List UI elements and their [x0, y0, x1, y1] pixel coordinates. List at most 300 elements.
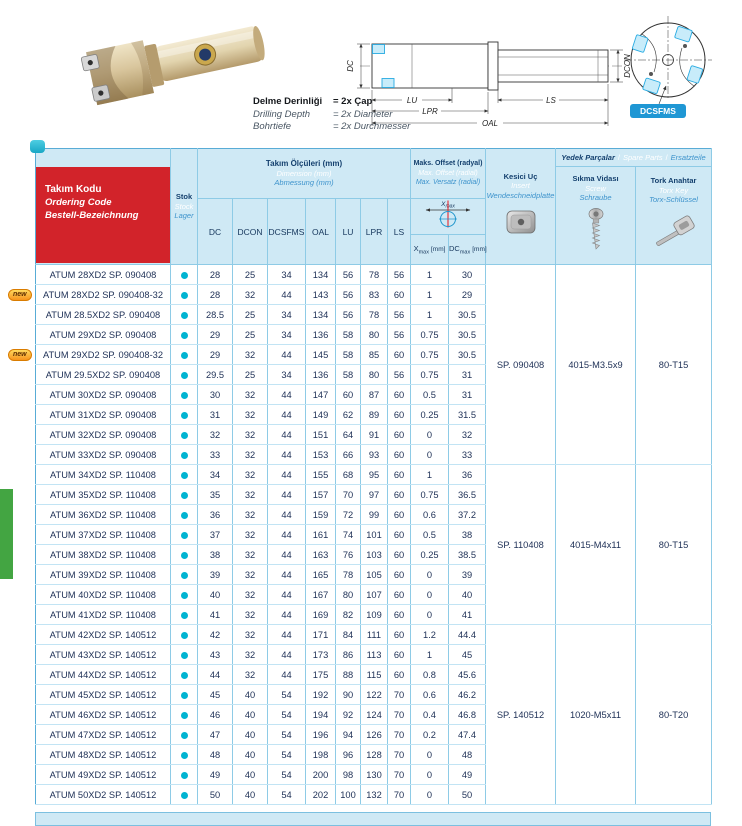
stock-cell — [171, 485, 198, 505]
ordering-code-cell — [36, 765, 171, 785]
dimension-cell: 44 — [268, 405, 306, 425]
ordering-code-cell — [36, 525, 171, 545]
xmax-cell: 0.8 — [411, 665, 449, 685]
dimension-cell: 44 — [268, 605, 306, 625]
dimension-cell: 44 — [268, 645, 306, 665]
dimension-cell: 68 — [336, 465, 361, 485]
stock-cell — [171, 705, 198, 725]
xmax-cell: 1.2 — [411, 625, 449, 645]
dimension-cell: 32 — [233, 485, 268, 505]
dimension-cell: 33 — [198, 445, 233, 465]
ordering-code-cell — [36, 305, 171, 325]
dimension-cell: 74 — [336, 525, 361, 545]
dimension-cell: 28.5 — [198, 305, 233, 325]
ordering-code: ATUM 33XD2 SP. 090408 — [49, 449, 157, 460]
insert-group-cell: SP. 090408 — [486, 265, 556, 465]
ordering-code-cell — [36, 425, 171, 445]
dimension-cell: 83 — [361, 285, 388, 305]
spare-parts-band — [556, 149, 712, 167]
screw-header-de: Schraube — [579, 193, 612, 203]
next-section-edge — [35, 812, 711, 826]
dimension-cell: 80 — [361, 325, 388, 345]
stock-cell — [171, 345, 198, 365]
screw-column-header — [556, 167, 636, 265]
xmax-cell: 1 — [411, 265, 449, 285]
dcmax-cell: 29 — [449, 285, 486, 305]
ordering-code: ATUM 34XD2 SP. 110408 — [50, 469, 156, 480]
dimension-cell: 32 — [233, 545, 268, 565]
stock-cell — [171, 585, 198, 605]
dimension-cell: 56 — [336, 285, 361, 305]
dimension-cell: 34 — [198, 465, 233, 485]
dimension-cell: 32 — [198, 425, 233, 445]
dimension-cell: 44 — [268, 465, 306, 485]
drill-photo-image — [80, 16, 269, 107]
ordering-code-cell — [36, 685, 171, 705]
dcmax-cell: 30.5 — [449, 305, 486, 325]
dimension-cell: 161 — [306, 525, 336, 545]
dimension-cell: 47 — [198, 725, 233, 745]
stock-cell — [171, 605, 198, 625]
dimension-cell: 70 — [388, 725, 411, 745]
ordering-code: ATUM 49XD2 SP. 140512 — [49, 769, 157, 780]
xmax-cell: 0.75 — [411, 365, 449, 385]
ordering-code: ATUM 28XD2 SP. 090408-32 — [42, 289, 164, 300]
dimension-cell: 109 — [361, 605, 388, 625]
torx-key-image — [650, 210, 698, 250]
ordering-code-cell — [36, 745, 171, 765]
screw-image — [588, 208, 604, 252]
dimension-cell: 43 — [198, 645, 233, 665]
screw-header-tr: Sıkma Vidası — [572, 174, 619, 184]
ordering-code: ATUM 50XD2 SP. 140512 — [49, 789, 157, 800]
dimension-cell: 58 — [336, 325, 361, 345]
xmax-cell: 0 — [411, 745, 449, 765]
ordering-code-cell — [36, 645, 171, 665]
depth-note-line — [253, 121, 410, 134]
ordering-code: ATUM 41XD2 SP. 110408 — [50, 609, 156, 620]
dimension-cell: 115 — [361, 665, 388, 685]
dimension-cell: 54 — [268, 685, 306, 705]
stock-dot — [181, 712, 188, 719]
dimension-cell: 32 — [233, 665, 268, 685]
screw-group-cell: 4015-M3.5x9 — [556, 265, 636, 465]
dcmax-cell: 46.2 — [449, 685, 486, 705]
dimension-cell: 60 — [388, 665, 411, 685]
dimension-cell: 175 — [306, 665, 336, 685]
dimension-cell: 78 — [336, 565, 361, 585]
stock-dot — [181, 392, 188, 399]
dimension-cell: 111 — [361, 625, 388, 645]
dimension-cell: 60 — [388, 465, 411, 485]
xmax-cell: 1 — [411, 465, 449, 485]
stock-cell — [171, 285, 198, 305]
dimension-cell: 44 — [268, 505, 306, 525]
dcmax-cell: 44.4 — [449, 625, 486, 645]
table-row — [36, 465, 712, 485]
dimension-cell: 44 — [268, 285, 306, 305]
dcmax-cell: 38.5 — [449, 545, 486, 565]
xmax-subscript: max — [418, 249, 429, 256]
offset-header-tr: Maks. Offset (radyal) — [413, 160, 483, 168]
max-offset-header — [411, 149, 486, 199]
ordering-code-cell — [36, 465, 171, 485]
dimension-cell: 32 — [233, 405, 268, 425]
dimension-cell: 143 — [306, 285, 336, 305]
spare-parts-band-tr: Yedek Parçalar — [561, 153, 615, 162]
dimension-cell: 56 — [388, 365, 411, 385]
dcmax-cell: 47.4 — [449, 725, 486, 745]
depth-note-value: = 2x Diameter — [333, 108, 393, 120]
torx-group-cell: 80-T20 — [636, 625, 712, 805]
ordering-code-cell — [36, 485, 171, 505]
stock-cell — [171, 625, 198, 645]
xmax-cell: 0.5 — [411, 525, 449, 545]
ordering-code-cell — [36, 725, 171, 745]
dimension-cell: 155 — [306, 465, 336, 485]
dimension-cell: 95 — [361, 465, 388, 485]
stock-dot — [181, 752, 188, 759]
dcmax-cell: 30.5 — [449, 345, 486, 365]
screw-header-en: Screw — [585, 183, 606, 193]
table-row — [36, 625, 712, 645]
dimension-cell: 200 — [306, 765, 336, 785]
dimension-cell: 82 — [336, 605, 361, 625]
dcmax-cell: 37.2 — [449, 505, 486, 525]
dimension-cell: 101 — [361, 525, 388, 545]
ordering-code-cell — [36, 325, 171, 345]
dimension-cell: 32 — [233, 505, 268, 525]
dimension-cell: 32 — [233, 585, 268, 605]
section-bullet-icon — [30, 140, 45, 153]
insert-header-tr: Kesici Uç — [503, 171, 538, 181]
stock-cell — [171, 385, 198, 405]
stock-cell — [171, 565, 198, 585]
stock-dot — [181, 672, 188, 679]
dimension-cell: 169 — [306, 605, 336, 625]
torx-header-de: Torx-Schlüssel — [649, 195, 698, 205]
svg-text:LU: LU — [406, 96, 418, 105]
stock-dot — [181, 692, 188, 699]
dcmax-cell: 30 — [449, 265, 486, 285]
dimension-cell: 147 — [306, 385, 336, 405]
dimension-cell: 44 — [268, 545, 306, 565]
insert-image — [505, 208, 537, 236]
ls-column-header: LS — [388, 199, 411, 265]
insert-group-cell: SP. 140512 — [486, 625, 556, 805]
insert-column-header — [486, 149, 556, 265]
dcmax-cell: 31.5 — [449, 405, 486, 425]
xmax-cell: 1 — [411, 305, 449, 325]
svg-text:LPR: LPR — [422, 107, 438, 116]
ordering-code-cell — [36, 665, 171, 685]
insert-group-cell: SP. 110408 — [486, 465, 556, 625]
ordering-code: ATUM 47XD2 SP. 140512 — [49, 729, 157, 740]
stock-cell — [171, 785, 198, 805]
dimension-cell: 42 — [198, 625, 233, 645]
depth-note-label: Drilling Depth — [253, 108, 311, 120]
dimension-cell: 136 — [306, 365, 336, 385]
dimension-cell: 49 — [198, 765, 233, 785]
dimension-cell: 194 — [306, 705, 336, 725]
stock-cell — [171, 665, 198, 685]
dimension-cell: 36 — [198, 505, 233, 525]
dimension-cell: 165 — [306, 565, 336, 585]
ordering-code-header — [36, 149, 171, 265]
dimension-cell: 163 — [306, 545, 336, 565]
oal-column-header: OAL — [306, 199, 336, 265]
dimension-cell: 60 — [336, 385, 361, 405]
xmax-cell: 0 — [411, 585, 449, 605]
ordering-code: ATUM 48XD2 SP. 140512 — [49, 749, 157, 760]
dcmax-cell: 38 — [449, 525, 486, 545]
insert-header-de: Wendeschneidplatte — [486, 190, 555, 200]
lpr-column-header: LPR — [361, 199, 388, 265]
ordering-code: ATUM 44XD2 SP. 140512 — [49, 669, 157, 680]
stock-dot — [181, 492, 188, 499]
stock-cell — [171, 425, 198, 445]
xmax-cell: 0.2 — [411, 725, 449, 745]
drilling-depth-note — [253, 96, 410, 134]
dimension-cell: 113 — [361, 645, 388, 665]
dimension-cell: 107 — [361, 585, 388, 605]
dimension-cell: 40 — [198, 585, 233, 605]
dimension-cell: 38 — [198, 545, 233, 565]
dcmax-cell: 36 — [449, 465, 486, 485]
dimension-cell: 44 — [268, 425, 306, 445]
dimension-cell: 153 — [306, 445, 336, 465]
dimension-cell: 40 — [233, 745, 268, 765]
stock-cell — [171, 365, 198, 385]
band-separator: / — [665, 153, 668, 162]
dimension-cell: 78 — [361, 305, 388, 325]
dimension-cell: 130 — [361, 765, 388, 785]
dimension-cell: 70 — [388, 705, 411, 725]
depth-note-value: = 2x Çap — [333, 96, 373, 107]
stock-header-tr: Stok — [175, 192, 193, 202]
dimension-cell: 84 — [336, 625, 361, 645]
xmax-cell: 0.6 — [411, 685, 449, 705]
dimension-cell: 192 — [306, 685, 336, 705]
dcmax-cell: 49 — [449, 765, 486, 785]
stock-dot — [181, 612, 188, 619]
dimension-cell: 60 — [388, 645, 411, 665]
stock-dot — [181, 632, 188, 639]
stock-dot — [181, 412, 188, 419]
dimension-cell: 44 — [268, 485, 306, 505]
ordering-code: ATUM 30XD2 SP. 090408 — [49, 389, 157, 400]
dimension-cell: 39 — [198, 565, 233, 585]
ordering-code: ATUM 35XD2 SP. 110408 — [50, 489, 156, 500]
ordering-code-title-block — [36, 167, 170, 263]
stock-dot — [181, 332, 188, 339]
dimension-cell: 40 — [233, 765, 268, 785]
dimension-cell: 78 — [361, 265, 388, 285]
dcon-column-header: DCON — [233, 199, 268, 265]
ordering-code: ATUM 43XD2 SP. 140512 — [49, 649, 157, 660]
torx-column-header — [636, 167, 712, 265]
stock-cell — [171, 465, 198, 485]
dcmax-column-header — [449, 235, 486, 265]
dimension-cell: 46 — [198, 705, 233, 725]
dcmax-cell: 45 — [449, 645, 486, 665]
dimension-cell: 92 — [336, 705, 361, 725]
svg-text:DCSFMS: DCSFMS — [640, 106, 676, 116]
stock-dot — [181, 312, 188, 319]
dimensions-header-de: Abmessung (mm) — [274, 178, 334, 188]
dimension-cell: 30 — [198, 385, 233, 405]
depth-note-label: Bohrtiefe — [253, 121, 292, 132]
dimension-cell: 40 — [233, 685, 268, 705]
dc-column-header: DC — [198, 199, 233, 265]
dimension-cell: 32 — [233, 625, 268, 645]
dimension-cell: 103 — [361, 545, 388, 565]
dimension-cell: 32 — [233, 645, 268, 665]
svg-text:DC: DC — [346, 60, 355, 72]
dimension-cell: 32 — [233, 425, 268, 445]
ordering-code: ATUM 46XD2 SP. 140512 — [49, 709, 157, 720]
stock-header-de: Lager — [174, 211, 194, 221]
dimension-cell: 44 — [198, 665, 233, 685]
ordering-code-cell — [36, 365, 171, 385]
dimension-cell: 32 — [233, 285, 268, 305]
dcsfms-column-header: DCSFMS — [268, 199, 306, 265]
dimension-cell: 60 — [388, 425, 411, 445]
product-table — [13, 148, 712, 805]
dcmax-cell: 45.6 — [449, 665, 486, 685]
dimension-cell: 40 — [233, 725, 268, 745]
drill-end-view — [624, 16, 712, 100]
dimension-cell: 58 — [336, 345, 361, 365]
dimension-cell: 70 — [388, 745, 411, 765]
stock-cell — [171, 745, 198, 765]
ordering-code: ATUM 29.5XD2 SP. 090408 — [45, 369, 161, 380]
dimension-cell: 58 — [336, 365, 361, 385]
dcmax-cell: 30.5 — [449, 325, 486, 345]
ordering-code: ATUM 40XD2 SP. 110408 — [50, 589, 156, 600]
svg-text:OAL: OAL — [481, 119, 499, 128]
dimension-cell: 56 — [336, 305, 361, 325]
dimension-cell: 34 — [268, 325, 306, 345]
xmax-cell: 1 — [411, 285, 449, 305]
dimension-cell: 32 — [233, 445, 268, 465]
svg-text:Xmax: $X_{max}$ — [441, 201, 455, 210]
xmax-cell: 0 — [411, 565, 449, 585]
dimension-cell: 128 — [361, 745, 388, 765]
ordering-code: ATUM 45XD2 SP. 140512 — [49, 689, 157, 700]
dimension-cell: 34 — [268, 305, 306, 325]
dimension-cell: 99 — [361, 505, 388, 525]
dimensions-header-en: Dimension (mm) — [276, 168, 332, 178]
ordering-code: ATUM 32XD2 SP. 090408 — [49, 429, 157, 440]
dimension-cell: 86 — [336, 645, 361, 665]
spare-parts-band-de: Ersatzteile — [670, 153, 706, 162]
dimension-cell: 35 — [198, 485, 233, 505]
xmax-cell: 0.75 — [411, 345, 449, 365]
dimension-cell: 85 — [361, 345, 388, 365]
ordering-code: ATUM 31XD2 SP. 090408 — [49, 409, 157, 420]
stock-dot — [181, 592, 188, 599]
dimension-cell: 136 — [306, 325, 336, 345]
dimension-cell: 145 — [306, 345, 336, 365]
stock-cell — [171, 545, 198, 565]
stock-cell — [171, 305, 198, 325]
stock-cell — [171, 685, 198, 705]
xmax-cell: 0.5 — [411, 385, 449, 405]
ordering-code: ATUM 37XD2 SP. 110408 — [50, 529, 156, 540]
stock-dot — [181, 772, 188, 779]
dimension-cell: 60 — [388, 625, 411, 645]
table-row — [36, 265, 712, 285]
dimension-cell: 94 — [336, 725, 361, 745]
dimensions-header — [198, 149, 411, 199]
stock-header-en: Stock — [174, 201, 194, 211]
dimension-cell: 60 — [388, 385, 411, 405]
dimension-cell: 124 — [361, 705, 388, 725]
dimension-cell: 56 — [336, 265, 361, 285]
stock-dot — [181, 352, 188, 359]
dimension-cell: 96 — [336, 745, 361, 765]
ordering-code-cell — [13, 285, 171, 305]
offset-header-de: Max. Versatz (radial) — [415, 179, 481, 187]
ordering-code-cell — [36, 605, 171, 625]
stock-dot — [181, 432, 188, 439]
dimension-cell: 60 — [388, 585, 411, 605]
dimension-cell: 100 — [336, 785, 361, 805]
dimension-cell: 198 — [306, 745, 336, 765]
depth-note-label: Delme Derinliği — [253, 96, 323, 107]
dcmax-cell: 46.8 — [449, 705, 486, 725]
dimension-cell: 44 — [268, 445, 306, 465]
band-separator: / — [617, 153, 620, 162]
dimension-cell: 48 — [198, 745, 233, 765]
xmax-cell: 0 — [411, 425, 449, 445]
dimension-cell: 29 — [198, 345, 233, 365]
dcmax-cell: 41 — [449, 605, 486, 625]
dimension-cell: 60 — [388, 525, 411, 545]
ordering-code-cell — [36, 545, 171, 565]
xmax-unit: [mm] — [430, 245, 446, 253]
ordering-code-cell — [36, 505, 171, 525]
xmax-cell: 0 — [411, 605, 449, 625]
dcmax-cell: 32 — [449, 425, 486, 445]
dimension-cell: 44 — [268, 665, 306, 685]
dimension-cell: 89 — [361, 405, 388, 425]
dimension-cell: 44 — [268, 345, 306, 365]
dimension-cell: 45 — [198, 685, 233, 705]
dimension-cell: 93 — [361, 445, 388, 465]
xmax-cell: 0 — [411, 445, 449, 465]
xmax-cell: 0.75 — [411, 325, 449, 345]
stock-cell — [171, 765, 198, 785]
page-edge-tab — [0, 489, 13, 579]
offset-diagram-image — [412, 199, 484, 229]
dimension-cell: 132 — [361, 785, 388, 805]
dimension-cell: 159 — [306, 505, 336, 525]
dimension-cell: 70 — [388, 765, 411, 785]
stock-cell — [171, 265, 198, 285]
dimension-cell: 62 — [336, 405, 361, 425]
dcmax-unit: [mm] — [472, 245, 487, 253]
offset-header-en: Max. Offset (radial) — [418, 169, 478, 177]
xmax-cell: 0 — [411, 765, 449, 785]
dimension-cell: 56 — [388, 325, 411, 345]
xmax-base: X — [413, 243, 419, 253]
stock-cell — [171, 405, 198, 425]
svg-text:DCON: DCON — [623, 54, 632, 78]
dimension-cell: 202 — [306, 785, 336, 805]
ordering-code-cell — [36, 385, 171, 405]
